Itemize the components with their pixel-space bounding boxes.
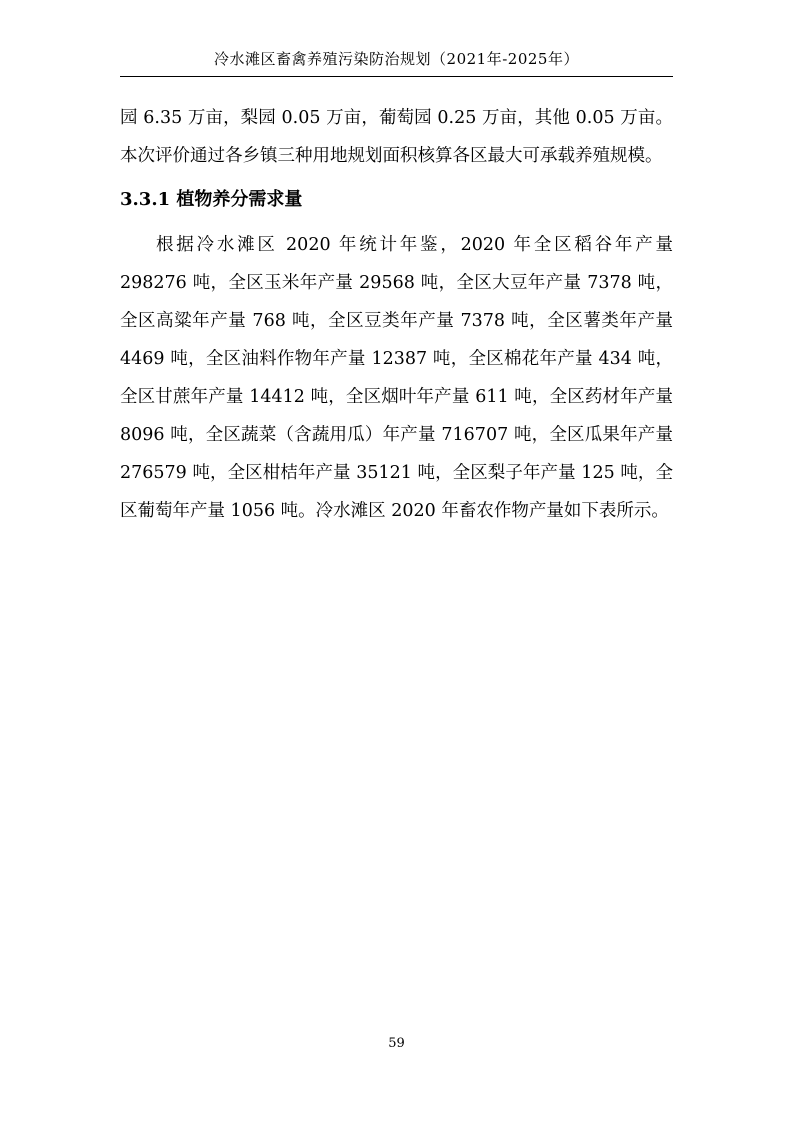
section-heading: 3.3.1 植物养分需求量 [120,189,303,210]
page-number: 59 [388,1036,405,1051]
header-divider [120,76,673,77]
running-header: 冷水滩区畜禽养殖污染防治规划（2021年-2025年） [214,50,579,68]
body-paragraph-crop-yields: 根据冷水滩区 2020 年统计年鉴，2020 年全区稻谷年产量 298276 吨，全区玉米年产量 29568 吨，全区大豆年产量 7378 吨，全区高粱年产量 768 吨，全区豆类年产量 7378 吨，全区薯类年产量 4469 吨，全区油料作物年产量 12387 吨，全区棉花年产量 434 吨，全区甘蔗年产量 14412 吨，全区烟叶年产量 611 吨，全区药材年产量 8096 吨，全区蔬菜（含蔬用瓜）年产量 716707 吨，全区瓜果年产量 276579 吨，全区柑桔年产量 35121 吨，全区梨子年产量 125 吨，全区葡萄年产量 1056 吨。冷水滩区 2020 年畜农作物产量如下表所示。 [120,235,673,521]
body-paragraph-continued: 园 6.35 万亩，梨园 0.05 万亩，葡萄园 0.25 万亩，其他 0.05 万亩。本次评价通过各乡镇三种用地规划面积核算各区最大可承载养殖规模。 [120,108,673,166]
